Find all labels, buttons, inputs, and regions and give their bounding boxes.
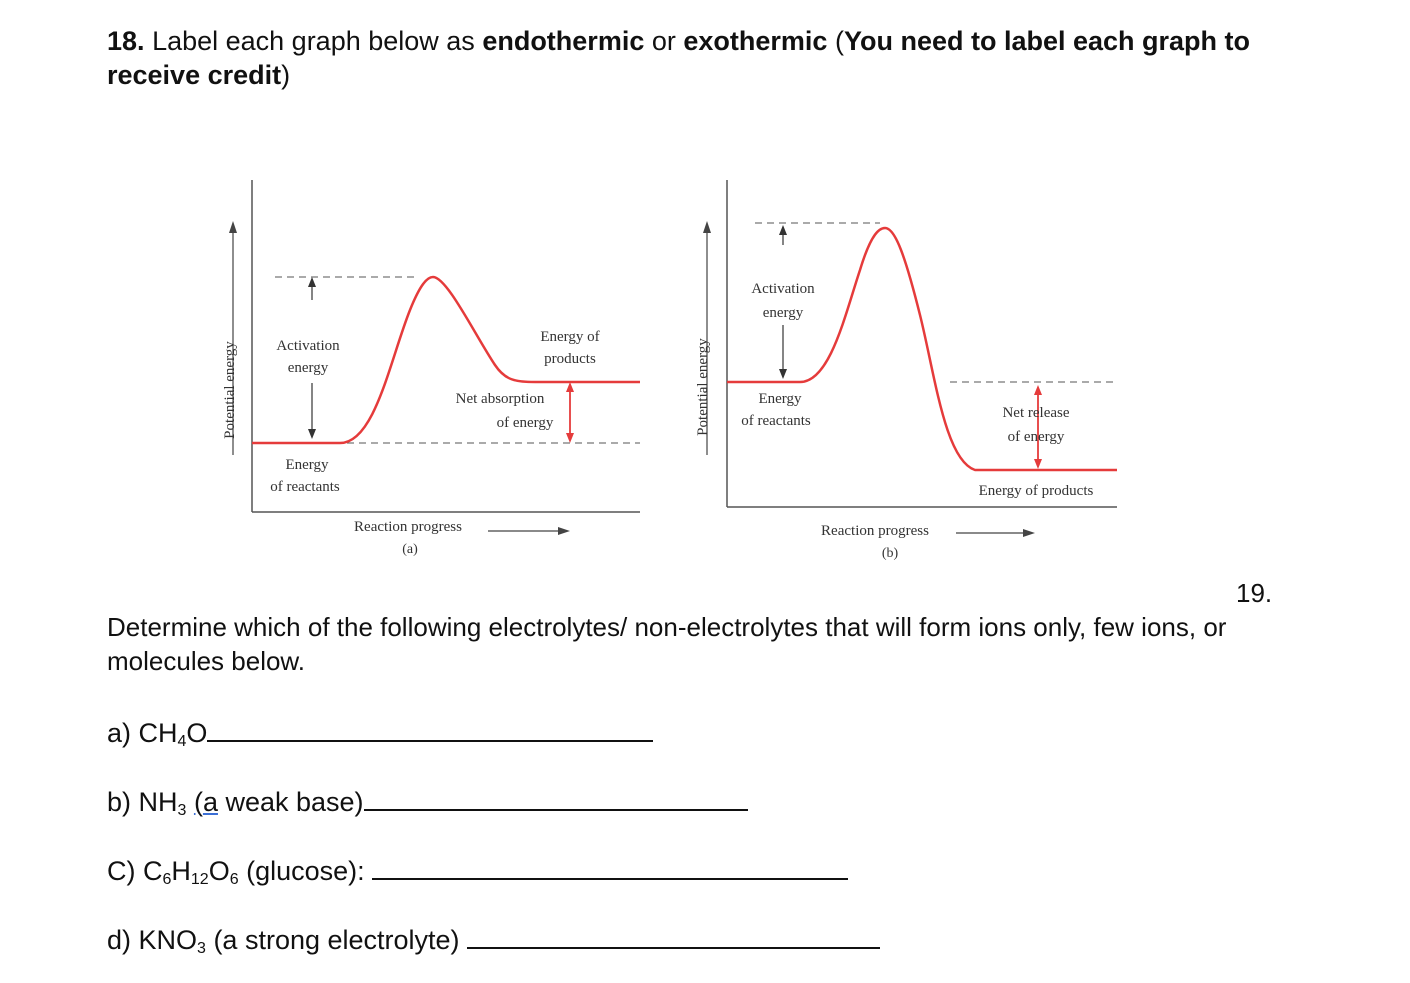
reactants-energy-label: Energy [285,457,329,473]
answer-b-paren: ( [193,787,203,817]
x-axis-label: Reaction progress [354,519,462,535]
question-19-number: 19. [1236,578,1273,608]
net-arrow-down-icon [566,433,574,443]
activation-energy-label: Activation [751,281,815,297]
question-18-paren-close: ) [281,60,291,90]
answer-c-subscript-1: 6 [162,871,172,888]
y-axis-label: Potential energy [222,341,238,439]
answer-c-subscript-3: 6 [229,871,239,888]
products-energy-label: Energy of products [978,483,1094,499]
question-18 [107,24,1337,92]
answer-c-o: O [208,856,230,886]
products-energy-label-2: products [544,351,596,367]
answer-a [107,716,653,749]
answer-b-a-word: a [202,787,218,817]
answer-a-subscript: 4 [177,733,187,750]
x-arrow-icon [558,527,570,535]
answer-c-subscript-2: 12 [190,871,209,888]
reactants-energy-label-2: of reactants [270,479,340,495]
answer-c-h: H [171,856,191,886]
question-18-paren-open: ( [834,26,844,56]
answer-a-formula: a) CH [107,718,178,748]
question-19-text: Determine which of the following electrolytes/ non-electrolytes that will form ions only, few ions, or molecules below. [107,612,1227,676]
activation-arrow-up-icon [308,277,316,287]
question-18-credit-note: You need to label each graph to receive credit [107,26,1251,90]
energy-diagram-b [680,175,1130,575]
answer-a-formula-end: O [186,718,208,748]
answer-d [107,923,880,956]
graph-caption: (a) [402,542,418,557]
activation-energy-label-2: energy [762,305,804,321]
answer-b-note: weak base) [217,787,364,817]
answer-a-blank[interactable] [207,716,653,742]
answer-b-blank[interactable] [364,785,748,811]
answer-d-subscript: 3 [197,940,206,957]
activation-energy-label: Activation [276,338,340,354]
answer-b-space [186,787,194,817]
answer-c-blank[interactable] [372,854,848,880]
net-release-label-2: of energy [1007,429,1065,445]
products-energy-label: Energy of [540,329,600,345]
energy-diagram-a [215,175,655,575]
question-18-text-1: Label each graph below as [152,26,475,56]
answer-c-formula: C) C [107,856,163,886]
question-18-number: 18. [107,26,145,56]
answer-c [107,854,848,887]
y-arrow-icon [703,221,711,233]
question-18-exothermic: exothermic [683,26,828,56]
x-axis-label: Reaction progress [821,523,929,539]
x-arrow-icon [1023,529,1035,537]
activation-arrow-down-icon [779,369,787,379]
net-absorption-label-2: of energy [496,415,554,431]
answer-d-blank[interactable] [467,923,880,949]
graph-caption: (b) [881,546,899,561]
net-absorption-label: Net absorption [455,391,545,407]
reactants-energy-label-2: of reactants [741,413,811,429]
y-arrow-icon [229,221,237,233]
answer-d-formula: d) KNO [107,925,198,955]
answer-b-subscript: 3 [177,802,187,819]
answer-d-note: (a strong electrolyte) [205,925,468,955]
net-arrow-down-icon [1034,459,1042,469]
question-18-endothermic: endothermic [482,26,645,56]
activation-arrow-down-icon [308,429,316,439]
answer-b [107,785,748,818]
answer-b-formula: b) NH [107,787,178,817]
y-axis-label: Potential energy [695,338,711,436]
question-18-text-or: or [651,26,676,56]
net-arrow-up-icon [566,382,574,392]
net-arrow-up-icon [1034,385,1042,395]
reactants-energy-label: Energy [758,391,802,407]
answer-c-note: (glucose): [238,856,373,886]
activation-energy-label-2: energy [287,360,329,376]
activation-arrow-up-icon [779,225,787,235]
net-release-label: Net release [1002,405,1070,421]
